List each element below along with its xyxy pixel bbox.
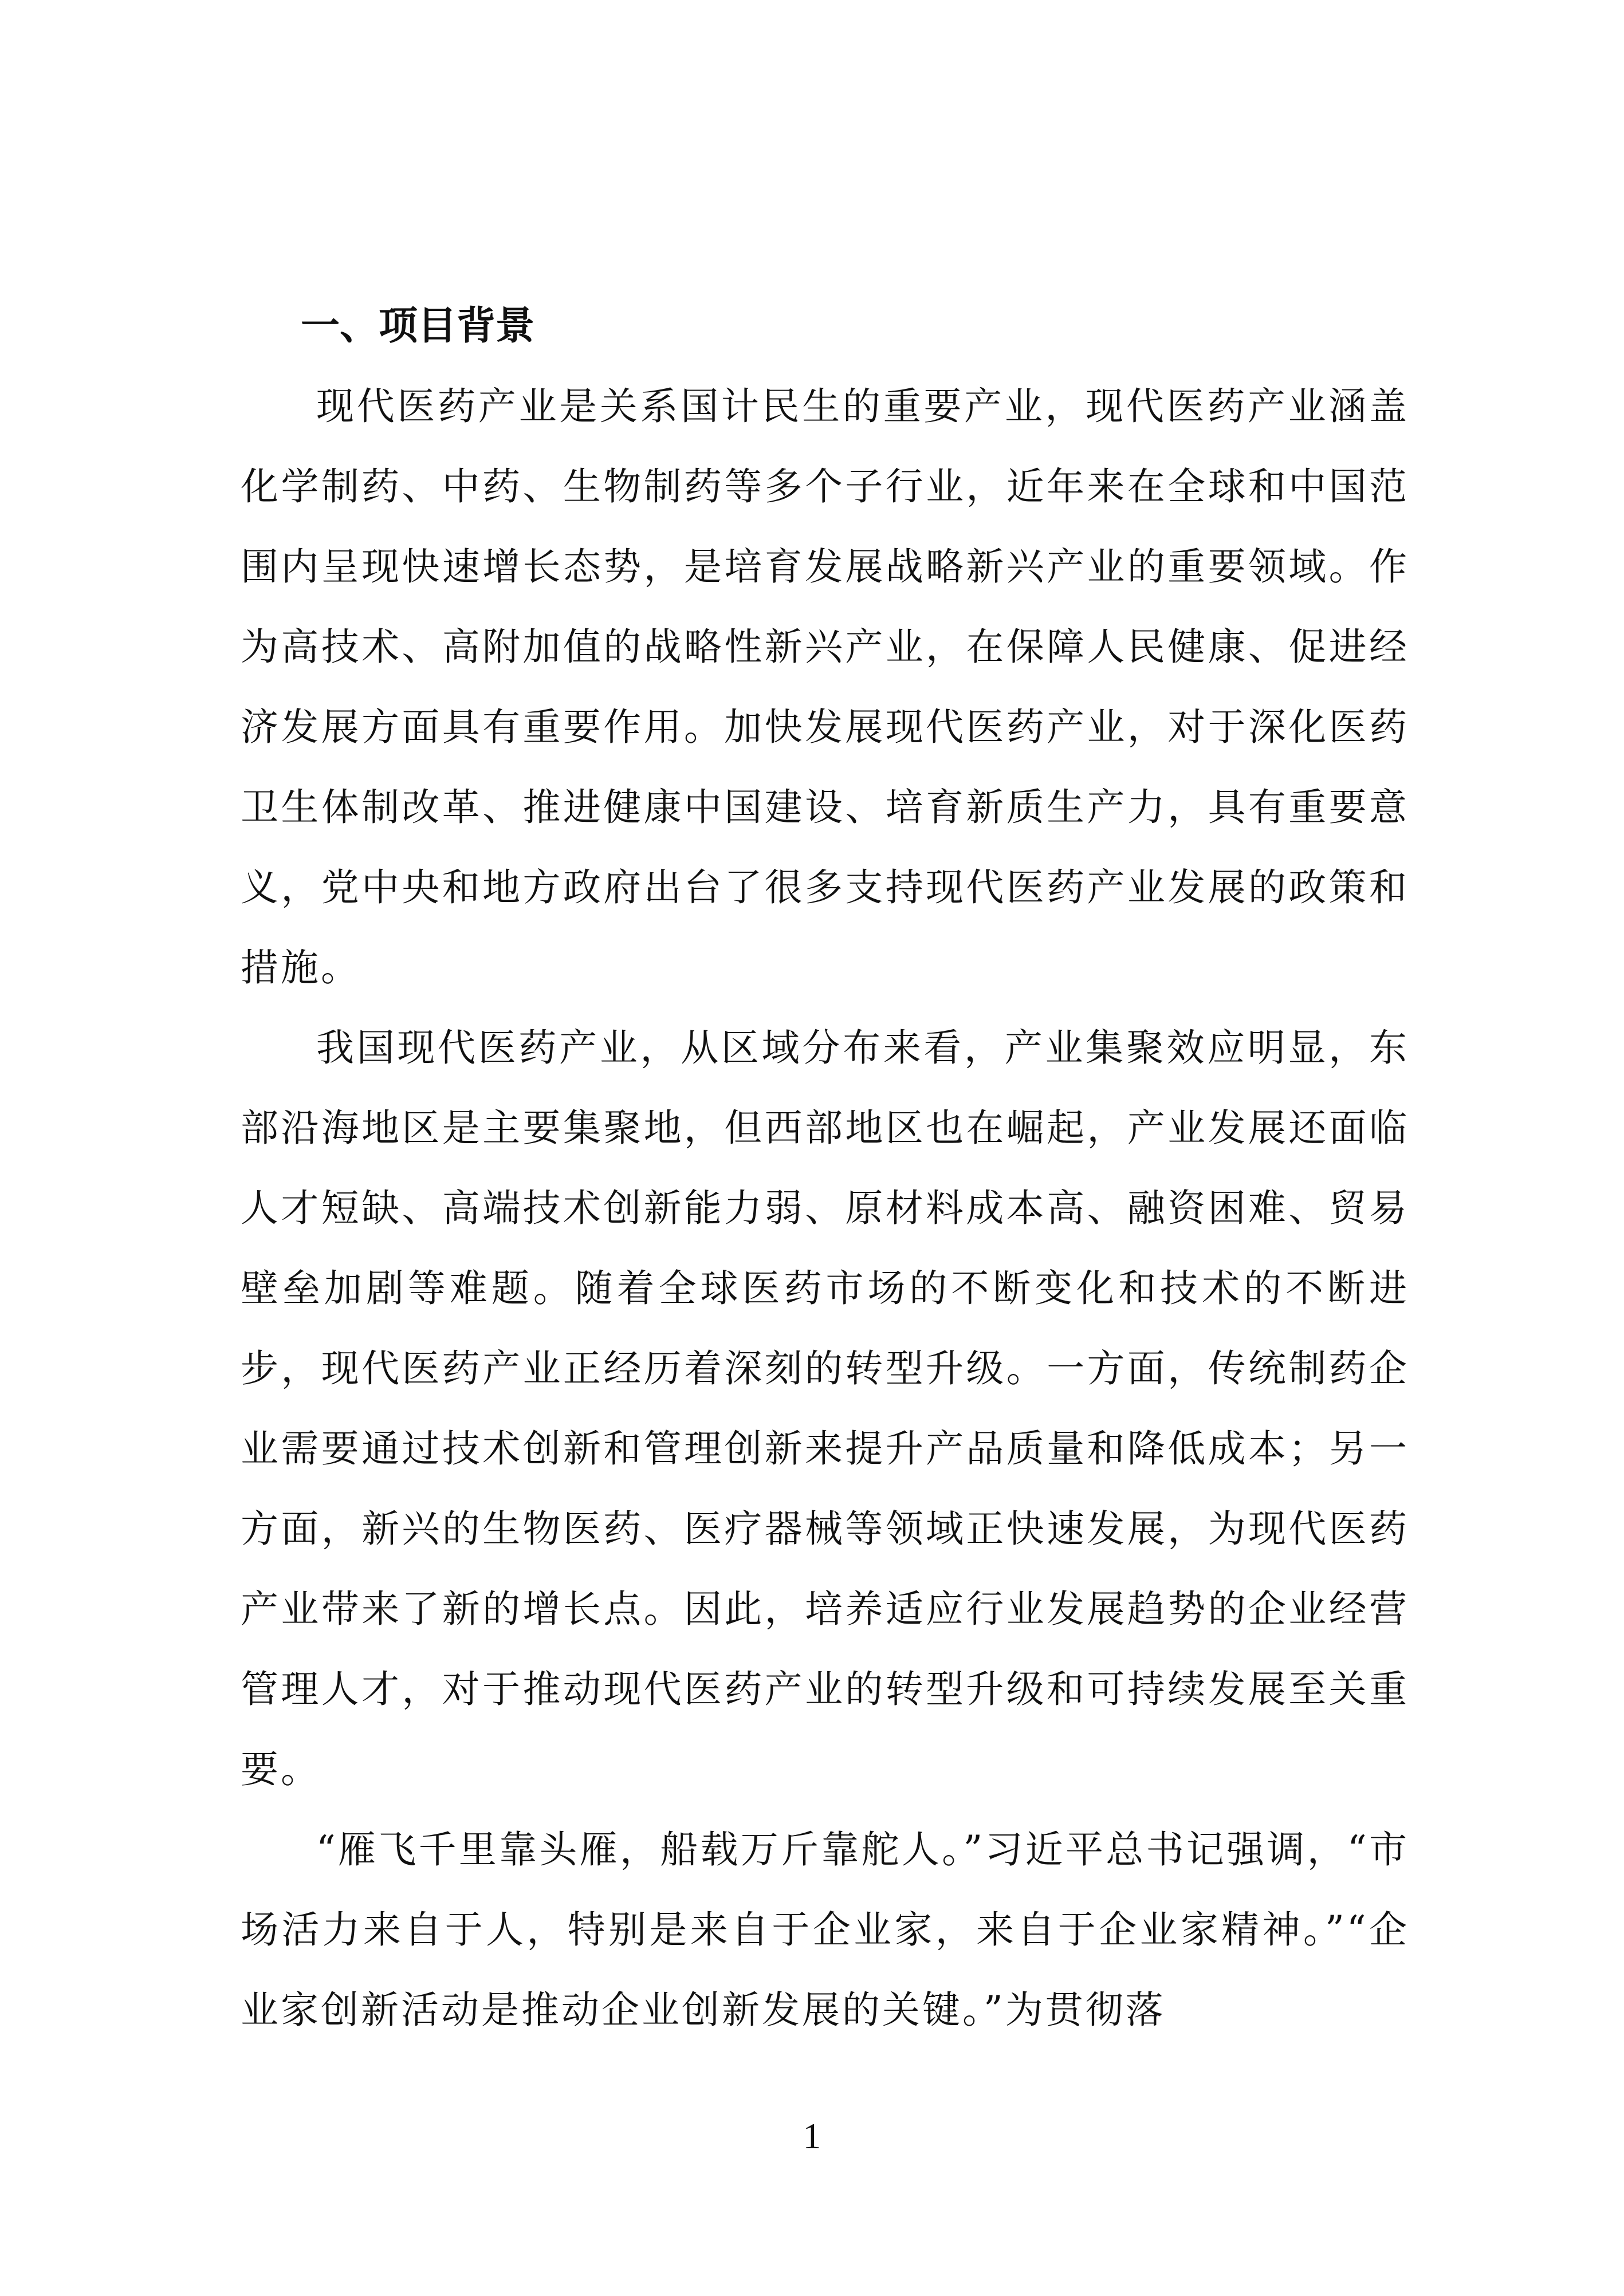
paragraph-regional-development: 我国现代医药产业，从区域分布来看，产业集聚效应明显，东部沿海地区是主要集聚地，但西部地区也在崛起，产业发展还面临人才短缺、高端技术创新能力弱、原材料成本高、融资困难、贸易壁垒加剧等难题。随着全球医药市场的不断变化和技术的不断进步，现代医药产业正经历着深刻的转型升级。一方面，传统制药企业需要通过技术创新和管理创新来提升产品质量和降低成本；另一方面，新兴的生物医药、医疗器械等领域正快速发展，为现代医药产业带来了新的增长点。因此，培养适应行业发展趋势的企业经营管理人才，对于推动现代医药产业的转型升级和可持续发展至关重要。: [241, 1026, 1409, 1791]
body-text: [241, 367, 1409, 2050]
section-heading: 一、项目背景: [301, 304, 535, 349]
paragraph-industry-overview: 现代医药产业是关系国计民生的重要产业，现代医药产业涵盖化学制药、中药、生物制药等多个子行业，近年来在全球和中国范围内呈现快速增长态势，是培育发展战略新兴产业的重要领域。作为高技术、高附加值的战略性新兴产业，在保障人民健康、促进经济发展方面具有重要作用。加快发展现代医药产业，对于深化医药卫生体制改革、推进健康中国建设、培育新质生产力，具有重要意义，党中央和地方政府出台了很多支持现代医药产业发展的政策和措施。: [241, 384, 1409, 990]
page-number: 1: [803, 2116, 821, 2156]
paragraph-entrepreneurship-quote: “雁飞千里靠头雁，船载万斤靠舵人。”习近平总书记强调，“市场活力来自于人，特别是来自于企业家，来自于企业家精神。”“企业家创新活动是推动企业创新发展的关键。”为贯彻落: [241, 1828, 1409, 2032]
